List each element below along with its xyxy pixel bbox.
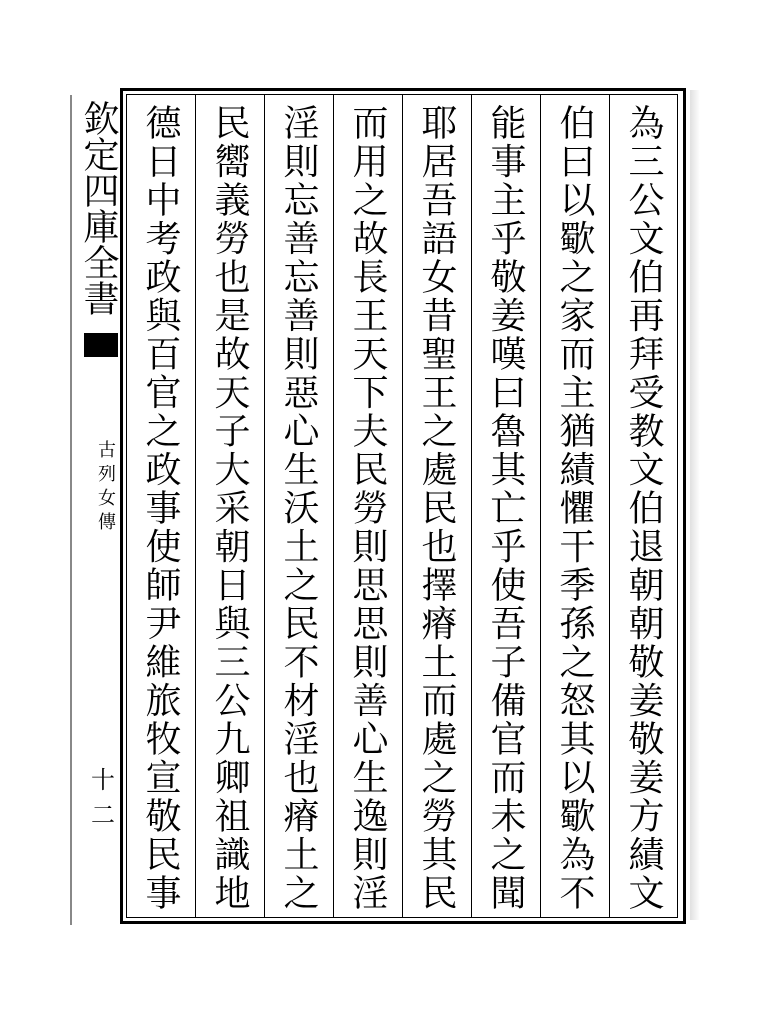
column-text: 淫則忘善忘善則惡心生沃土之民不材淫也瘠土之 xyxy=(278,104,319,910)
text-column xyxy=(475,104,535,910)
text-column xyxy=(613,104,673,910)
text-column xyxy=(544,104,604,910)
column-text: 民嚮義勞也是故天子大采朝日與三公九卿祖識地 xyxy=(209,104,250,910)
text-column xyxy=(268,104,328,910)
text-column xyxy=(337,104,397,910)
column-text: 而用之故長王天下夫民勞則思思則善心生逸則淫 xyxy=(347,104,388,910)
column-text: 伯曰以歜之家而主猶績懼干季孫之怒其以歜為不 xyxy=(554,104,595,910)
margin-volume-label xyxy=(90,440,120,536)
text-column xyxy=(130,104,190,910)
column-text: 耶居吾語女昔聖王之處民也擇瘠土而處之勞其民 xyxy=(416,104,457,910)
column-divider xyxy=(540,95,541,917)
column-text: 德日中考政與百官之政事使師尹維旅牧宣敬民事 xyxy=(140,104,181,910)
column-divider xyxy=(195,95,196,917)
column-divider xyxy=(333,95,334,917)
page-edge-shadow xyxy=(70,95,72,925)
page-right-shade xyxy=(690,90,700,920)
column-text: 為三公文伯再拜受教文伯退朝朝敬姜敬姜方績文 xyxy=(623,104,664,910)
margin-title-text: 欽定四庫全書 xyxy=(78,100,119,316)
text-column xyxy=(406,104,466,910)
margin-volume-text: 古列女傳 xyxy=(95,440,116,536)
column-divider xyxy=(264,95,265,917)
column-divider xyxy=(609,95,610,917)
fishtail-mark xyxy=(84,333,118,357)
text-column xyxy=(199,104,259,910)
column-divider xyxy=(471,95,472,917)
margin-book-title xyxy=(78,100,118,316)
margin-page-number: 十二 xyxy=(91,766,115,829)
column-text: 能事主乎敬姜嘆曰魯其亡乎使吾子備官而未之聞 xyxy=(485,104,526,910)
column-divider xyxy=(402,95,403,917)
